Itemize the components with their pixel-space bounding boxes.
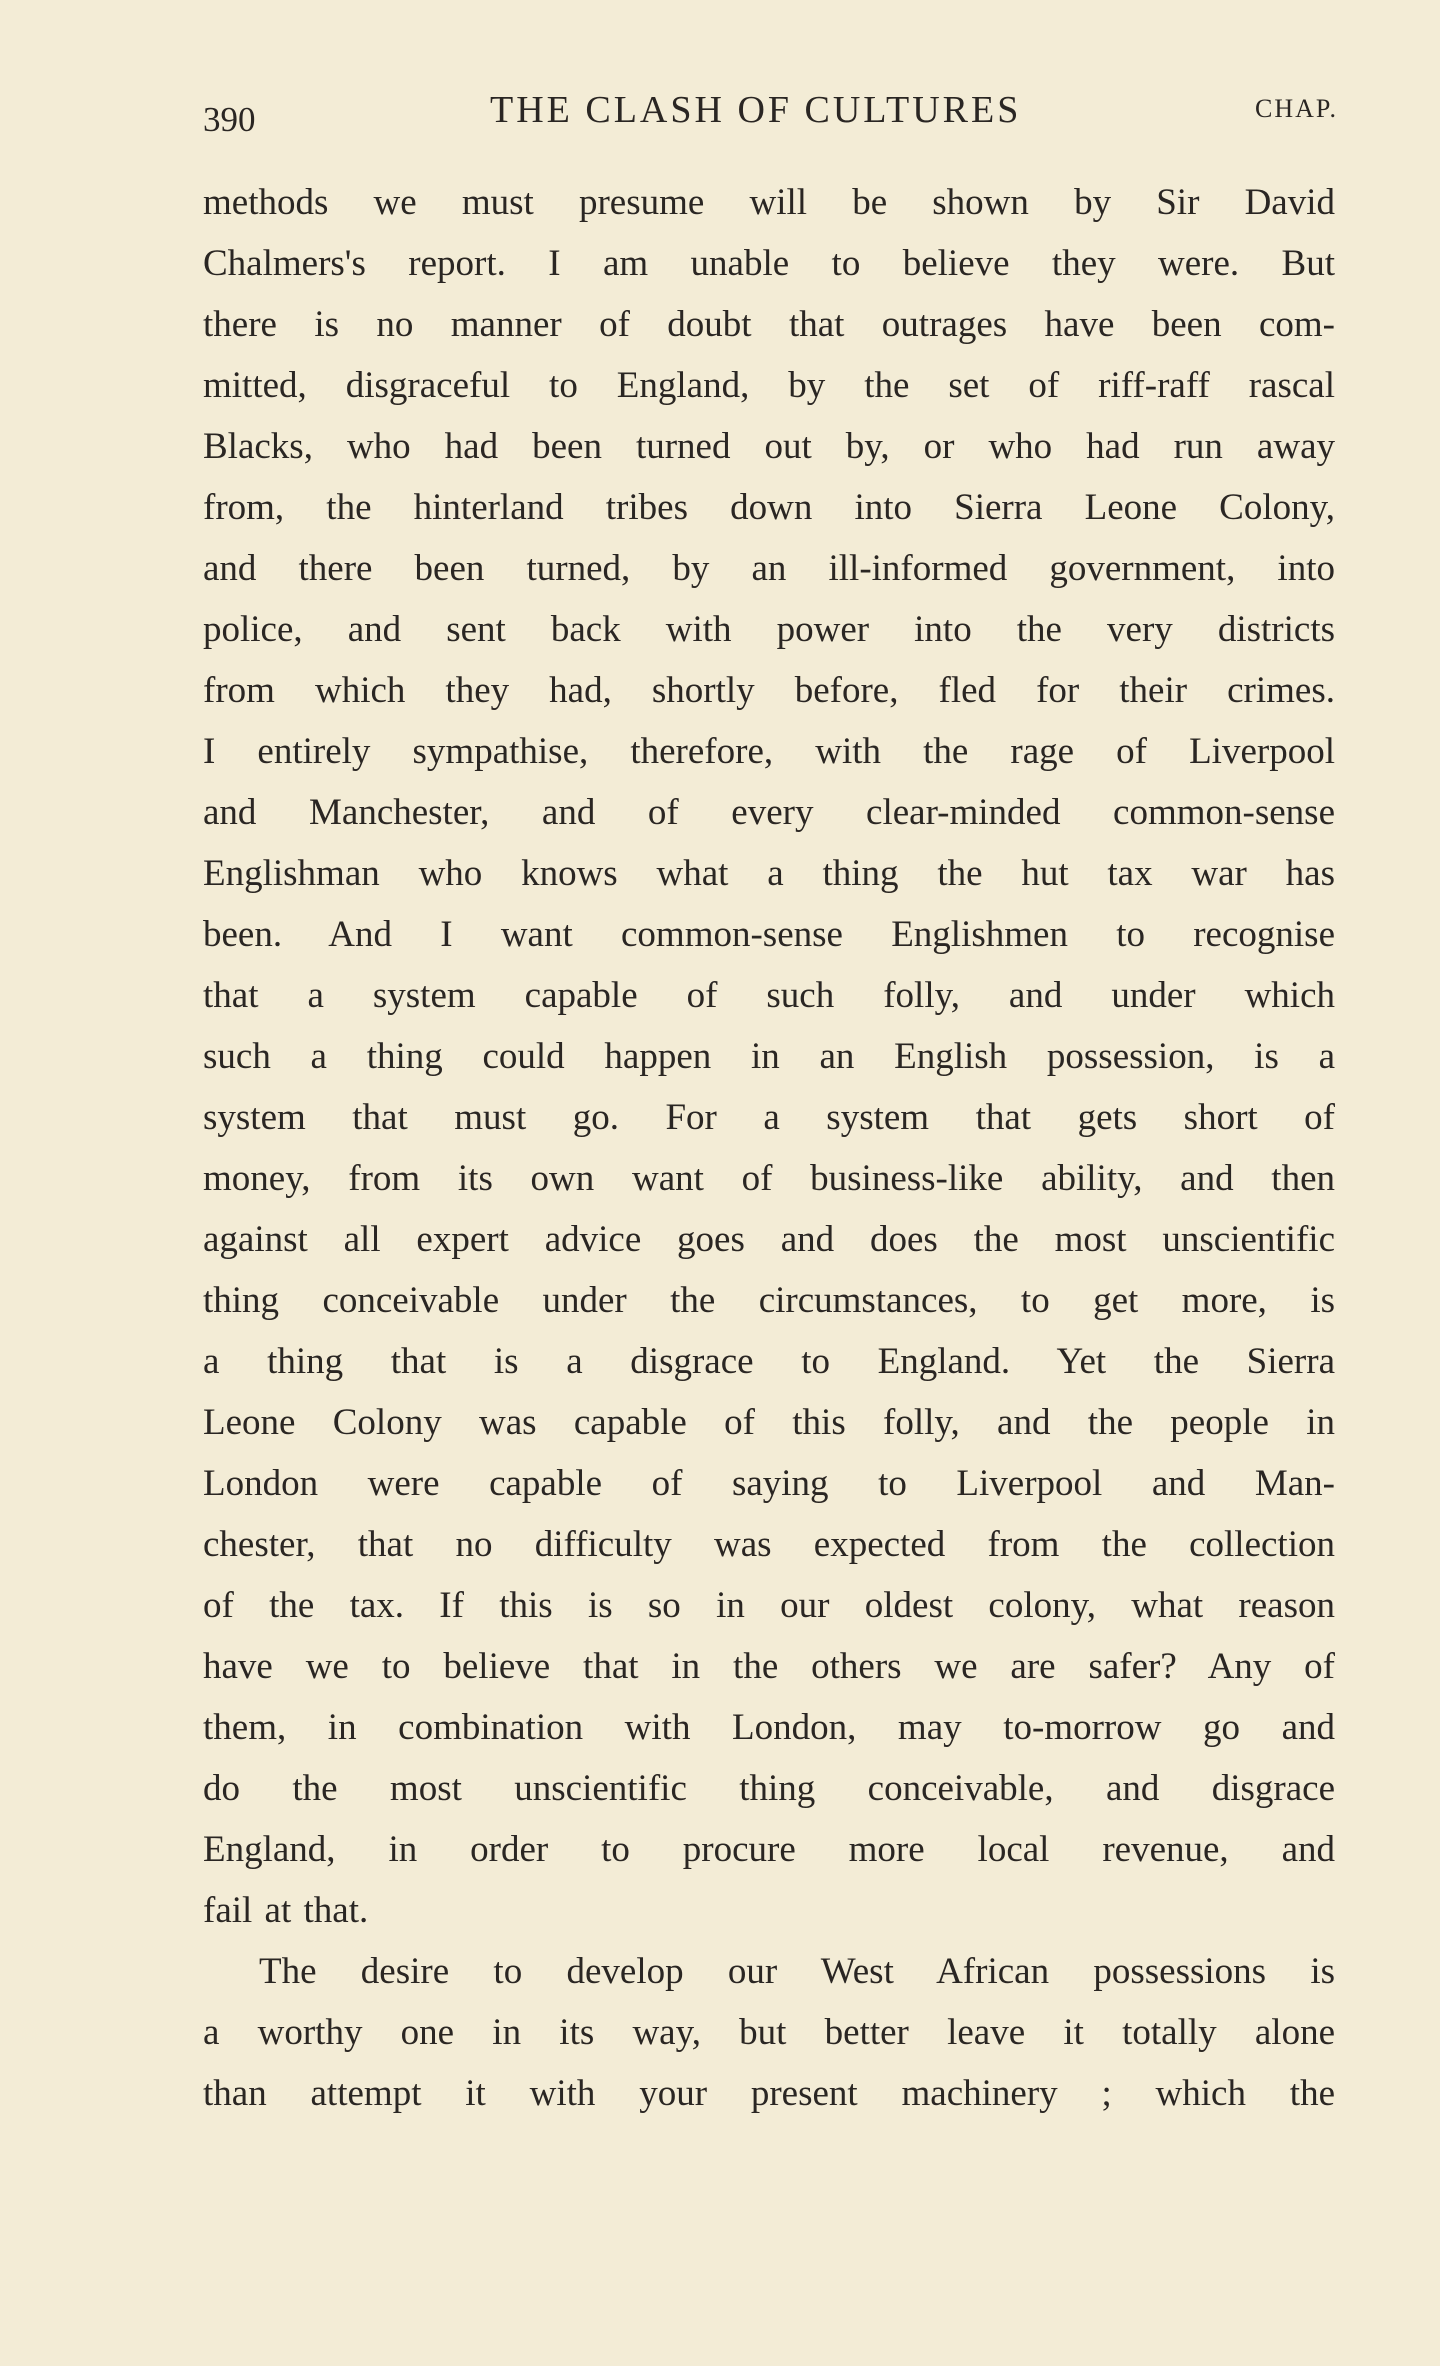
text-line: police, and sent back with power into the very districts: [203, 609, 1335, 650]
text-line: a thing that is a disgrace to England. Yet the Sierra: [203, 1341, 1335, 1382]
text-line: Leone Colony was capable of this folly, and the people in: [203, 1402, 1335, 1443]
text-line: a worthy one in its way, but better leave it totally alone: [203, 2012, 1335, 2053]
text-line: been. And I want common-sense Englishmen to recognise: [203, 914, 1335, 955]
text-line: Chalmers's report. I am unable to believe they were. But: [203, 243, 1335, 284]
text-line: methods we must presume will be shown by Sir David: [203, 182, 1335, 223]
text-line: and there been turned, by an ill-informed government, into: [203, 548, 1335, 589]
text-line: London were capable of saying to Liverpool and Man-: [203, 1463, 1335, 1504]
text-line: England, in order to procure more local revenue, and: [203, 1829, 1335, 1870]
text-line: such a thing could happen in an English possession, is a: [203, 1036, 1335, 1077]
text-line: mitted, disgraceful to England, by the set of riff-raff rascal: [203, 365, 1335, 406]
text-line: system that must go. For a system that gets short of: [203, 1097, 1335, 1138]
text-line: of the tax. If this is so in our oldest colony, what reason: [203, 1585, 1335, 1626]
text-line: I entirely sympathise, therefore, with the rage of Liverpool: [203, 731, 1335, 772]
text-line: money, from its own want of business-like ability, and then: [203, 1158, 1335, 1199]
text-line: against all expert advice goes and does the most unscientific: [203, 1219, 1335, 1260]
text-line: there is no manner of doubt that outrages have been com-: [203, 304, 1335, 345]
text-line: them, in combination with London, may to-morrow go and: [203, 1707, 1335, 1748]
text-line: Blacks, who had been turned out by, or who had run away: [203, 426, 1335, 467]
text-line: do the most unscientific thing conceivable, and disgrace: [203, 1768, 1335, 1809]
paragraph-end-line: fail at that.: [203, 1890, 369, 1931]
text-line: from which they had, shortly before, fled for their crimes.: [203, 670, 1335, 711]
page-number: 390: [203, 100, 256, 139]
paragraph-start-line: The desire to develop our West African possessions is: [259, 1951, 1335, 1992]
body-text: [203, 172, 1335, 2124]
text-line: and Manchester, and of every clear-minded common-sense: [203, 792, 1335, 833]
text-line: thing conceivable under the circumstances, to get more, is: [203, 1280, 1335, 1321]
text-line: have we to believe that in the others we are safer? Any of: [203, 1646, 1335, 1687]
text-line: chester, that no difficulty was expected from the collection: [203, 1524, 1335, 1565]
text-line: Englishman who knows what a thing the hut tax war has: [203, 853, 1335, 894]
running-head: [203, 88, 1340, 148]
text-line: from, the hinterland tribes down into Sierra Leone Colony,: [203, 487, 1335, 528]
text-line: that a system capable of such folly, and under which: [203, 975, 1335, 1016]
running-title: THE CLASH OF CULTURES: [490, 89, 1022, 131]
text-line: than attempt it with your present machinery ; which the: [203, 2073, 1335, 2114]
chapter-label: CHAP.: [1255, 94, 1338, 123]
